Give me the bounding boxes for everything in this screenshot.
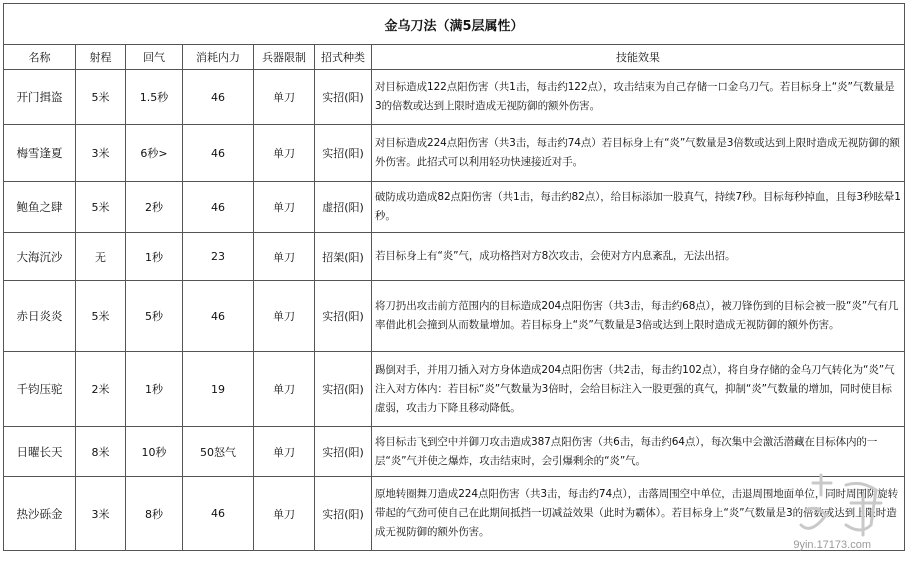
cell-weapon: 单刀 xyxy=(254,352,315,427)
cell-effect: 将目标击飞到空中并御刀攻击造成387点阳伤害（共6击，每击约64点），每次集中会激活潜藏在目标体内的一层“炎”气并使之爆炸，攻击结束时，会引爆剩余的“炎”气。 xyxy=(372,427,905,477)
cell-cooldown: 1.5秒 xyxy=(126,70,183,125)
cell-range: 5米 xyxy=(76,70,126,125)
cell-type: 实招(阳) xyxy=(315,70,372,125)
cell-type: 实招(阳) xyxy=(315,281,372,352)
table-row xyxy=(4,281,905,352)
cell-type: 实招(阳) xyxy=(315,352,372,427)
cell-weapon: 单刀 xyxy=(254,281,315,352)
cell-cooldown: 2秒 xyxy=(126,182,183,233)
cell-range: 无 xyxy=(76,233,126,281)
table-row xyxy=(4,477,905,551)
cell-name: 开门揖盗 xyxy=(4,70,76,125)
cell-cost: 50怒气 xyxy=(183,427,254,477)
table-row xyxy=(4,125,905,182)
cell-cooldown: 6秒> xyxy=(126,125,183,182)
cell-effect: 踢倒对手，并用刀插入对方身体造成204点阳伤害（共2击，每击约102点），将自身存储的金乌刀气转化为“炎”气注入对方体内：若目标“炎”气数量为3倍时，会给目标注入一股更强的真气，抑制“炎”气数量的增加，同时使目标虚弱，攻击力下降且移动降低。 xyxy=(372,352,905,427)
cell-name: 日曜长天 xyxy=(4,427,76,477)
cell-name: 大海沉沙 xyxy=(4,233,76,281)
cell-type: 实招(阳) xyxy=(315,427,372,477)
cell-weapon: 单刀 xyxy=(254,427,315,477)
cell-effect: 原地转圈舞刀造成224点阳伤害（共3击，每击约74点），击落周围空中单位，击退周围地面单位，同时周围阴旋转带起的气劲可使自己在此期间抵挡一切减益效果（此时为霸体）。若目标身上“炎”气数量是3的倍数或达到上限时造成无视防御的额外伤害。 xyxy=(372,477,905,551)
cell-name: 梅雪逢夏 xyxy=(4,125,76,182)
header-row xyxy=(4,45,905,70)
cell-type: 实招(阳) xyxy=(315,125,372,182)
cell-name: 鲍鱼之肆 xyxy=(4,182,76,233)
table-row xyxy=(4,233,905,281)
cell-cooldown: 10秒 xyxy=(126,427,183,477)
cell-weapon: 单刀 xyxy=(254,477,315,551)
header-cooldown: 回气 xyxy=(126,45,183,70)
cell-name: 热沙砾金 xyxy=(4,477,76,551)
watermark-text: 9yin.17173.com xyxy=(793,539,871,551)
cell-name: 赤日炎炎 xyxy=(4,281,76,352)
header-effect: 技能效果 xyxy=(372,45,905,70)
cell-weapon: 单刀 xyxy=(254,182,315,233)
cell-cooldown: 1秒 xyxy=(126,352,183,427)
cell-weapon: 单刀 xyxy=(254,125,315,182)
skill-table xyxy=(3,3,905,551)
header-name: 名称 xyxy=(4,45,76,70)
cell-cost: 46 xyxy=(183,182,254,233)
table-row xyxy=(4,352,905,427)
cell-type: 虚招(阳) xyxy=(315,182,372,233)
cell-range: 5米 xyxy=(76,182,126,233)
cell-name: 千钧压驼 xyxy=(4,352,76,427)
cell-weapon: 单刀 xyxy=(254,70,315,125)
header-range: 射程 xyxy=(76,45,126,70)
header-cost: 消耗内力 xyxy=(183,45,254,70)
cell-type: 招架(阳) xyxy=(315,233,372,281)
cell-range: 5米 xyxy=(76,281,126,352)
table-title: 金乌刀法（满5层属性） xyxy=(4,4,905,45)
cell-range: 3米 xyxy=(76,477,126,551)
cell-cost: 46 xyxy=(183,70,254,125)
cell-effect: 对目标造成224点阳伤害（共3击，每击约74点）若目标身上有“炎”气数量是3倍数或达到上限时造成无视防御的额外伤害。此招式可以利用轻功快速接近对手。 xyxy=(372,125,905,182)
cell-range: 8米 xyxy=(76,427,126,477)
header-weapon: 兵器限制 xyxy=(254,45,315,70)
table-row xyxy=(4,70,905,125)
cell-cost: 23 xyxy=(183,233,254,281)
cell-weapon: 单刀 xyxy=(254,233,315,281)
table-row xyxy=(4,182,905,233)
cell-effect: 对目标造成122点阳伤害（共1击，每击约122点），攻击结束为自己存储一口金乌刀气。若目标身上“炎”气数量是3的倍数或达到上限时造成无视防御的额外伤害。 xyxy=(372,70,905,125)
cell-range: 3米 xyxy=(76,125,126,182)
cell-type: 实招(阳) xyxy=(315,477,372,551)
cell-effect: 将刀扔出攻击前方范围内的目标造成204点阳伤害（共3击，每击约68点），被刀锋伤到的目标会被一股“炎”气有几率借此机会撞到从而数量增加。若目标身上“炎”气数量是3倍或达到上限时造成无视防御的额外伤害。 xyxy=(372,281,905,352)
header-type: 招式种类 xyxy=(315,45,372,70)
cell-cooldown: 5秒 xyxy=(126,281,183,352)
cell-cost: 46 xyxy=(183,281,254,352)
cell-effect: 若目标身上有“炎”气，成功格挡对方8次攻击，会使对方内息紊乱，无法出招。 xyxy=(372,233,905,281)
cell-cost: 19 xyxy=(183,352,254,427)
cell-cooldown: 1秒 xyxy=(126,233,183,281)
cell-effect: 破防成功造成82点阳伤害（共1击，每击约82点），给目标添加一股真气，持续7秒。目标每秒掉血，且每3秒眩晕1秒。 xyxy=(372,182,905,233)
cell-cooldown: 8秒 xyxy=(126,477,183,551)
cell-cost: 46 xyxy=(183,477,254,551)
cell-cost: 46 xyxy=(183,125,254,182)
table-row xyxy=(4,427,905,477)
cell-range: 2米 xyxy=(76,352,126,427)
